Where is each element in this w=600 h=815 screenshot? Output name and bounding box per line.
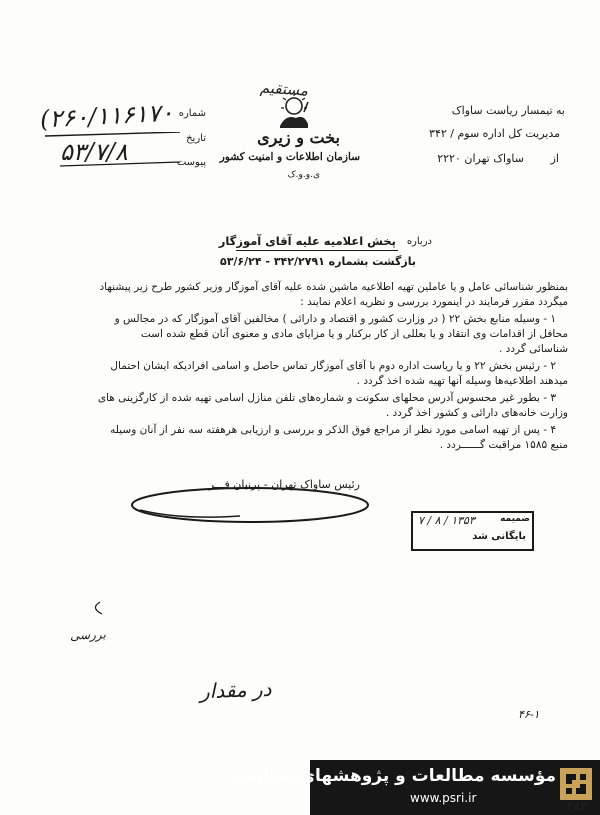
from-line: ساواک تهران ۲۲۲۰ (437, 152, 524, 165)
date-underline (40, 132, 190, 172)
footer-institute: مؤسسه مطالعات و پژوهشهای سیاسی (229, 766, 556, 786)
bottom-handwritten-note: در مقدار (199, 676, 272, 704)
logo-line-3: ی.و.و.ک (287, 170, 320, 180)
subject-text: پخش اعلامیه علیه آقای آموزگار (218, 234, 396, 248)
corner-page-number: ۴۸۲ (565, 800, 586, 815)
body-item3-2: وزارت خانه‌های دارائی و کشور اخذ گردد . (385, 407, 568, 419)
institute-logo-icon (560, 768, 592, 800)
signature-scribble (120, 480, 380, 530)
body-item4-1: ۴ - پس از تهیه اسامی مورد نظر از مراجع فوق الذکر و بررسی و ارزیابی هرهفته سه نفر از آنان وسیله (110, 424, 556, 436)
body-item1-1: ۱ - وسیله منابع بخش ۲۲ ( در وزارت کشور و اقتصاد و دارائی ) مخالفین آقای آموزگار که در مجالس و (114, 313, 556, 325)
lion-and-sun-emblem (274, 94, 314, 130)
signature-line: رئیس ساواک تهران - پرنیان فـــر (208, 478, 360, 491)
subject-underline (236, 249, 398, 252)
handwritten-date: ۵۳/۷/۸ (60, 138, 128, 166)
body-item2-1: ۲ - رئیس بخش ۲۲ و یا ریاست اداره دوم با آقای آموزگار تماس حاصل و اسامی افرادیکه ایشان احتمال (110, 360, 556, 372)
logo-line-1: بخت و زیری (257, 128, 340, 147)
date-label: تاریخ (186, 133, 206, 144)
stamp-line-3: بایگانی شد (472, 531, 526, 542)
attachment-label: پیوست (176, 157, 206, 168)
body-item1-2: محافل از اقدامات وی انتقاد و یا بعللی از کار برکنار و یا مزایای مادی و معنوی آنان قطع شده است (140, 328, 568, 340)
logo-top-word: مستقیم (259, 78, 309, 100)
body-intro-2: میگردد مقرر فرمایند در اینمورد بررسی و نظریه اعلام نمایند : (300, 296, 568, 308)
body-item4-2: منبع ۱۵۸۵ مراقبت گــــــردد . (439, 439, 568, 451)
logo-line-2: سازمان اطلاعات و امنیت کشور (219, 151, 360, 163)
reference-line: بازگشت بشماره ۳۴۲/۲۷۹۱ - ۵۳/۶/۲۴ (219, 255, 416, 268)
stamp-line-2: ۷ / ۸ / ۱۳۵۳ (418, 514, 475, 527)
subject-label: درباره (406, 236, 432, 247)
body-item2-2: میدهند اطلاعیه‌ها وسیله آنها تهیه شده اخذ گردد . (356, 375, 568, 387)
left-margin-note: بررسی (69, 627, 107, 643)
from-prefix: از (550, 152, 559, 165)
handwritten-number: (۲۶۰/۱۱۶۱۷۰ (39, 98, 175, 134)
body-item1-3: شناسائی گردد . (499, 343, 568, 355)
body-intro-1: بمنظور شناسائی عامل و یا عاملین تهیه اطلاعیه ماشین شده علیه آقای آموزگار وزیر کشور طرح زیر پیشنهاد (99, 281, 568, 293)
footer-url[interactable]: www.psri.ir (410, 791, 477, 805)
body-item3-1: ۳ - بطور غیر محسوس آدرس محلهای سکونت و شماره‌های تلفن منازل اسامی تهیه شده از کارگزینی های (97, 392, 556, 404)
stamp-line-1: ضمیمه (500, 514, 530, 524)
number-label: شماره (178, 108, 206, 119)
recipient-line: به تیمسار ریاست ساواک (451, 104, 565, 117)
page-mark: ۴۶-۱ (518, 708, 540, 721)
department-line: مدیریت کل اداره سوم / ۳۴۲ (429, 127, 560, 140)
left-margin-mark (60, 600, 110, 630)
